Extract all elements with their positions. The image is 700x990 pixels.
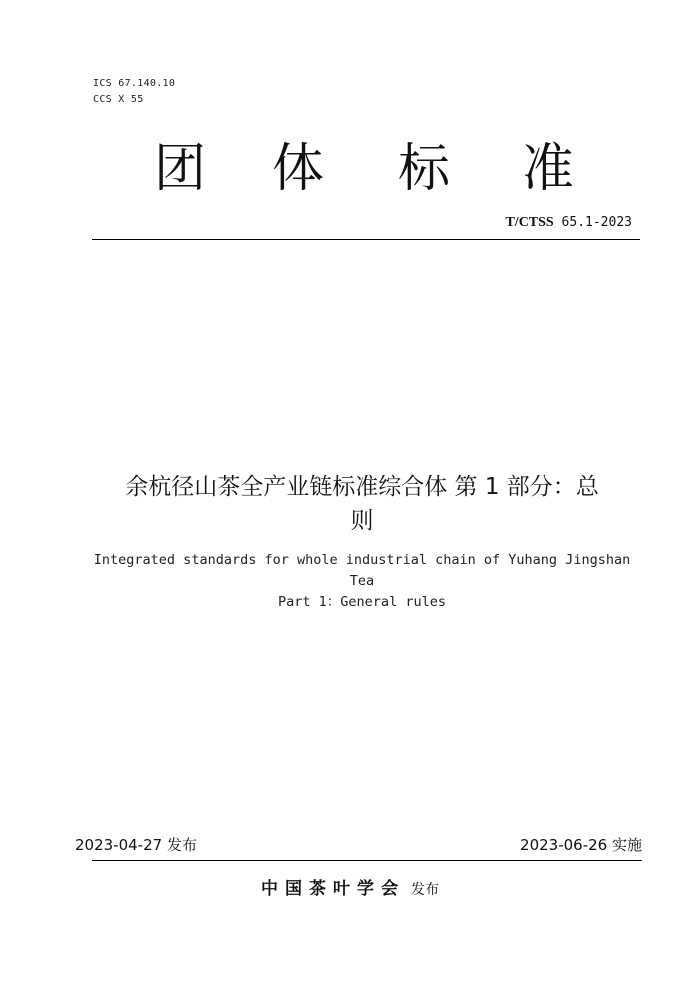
standard-number <box>505 214 632 231</box>
doc-type-char-3: 标 <box>398 139 451 199</box>
ccs-code: CCS X 55 <box>93 94 144 105</box>
ics-code: ICS 67.140.10 <box>93 78 176 89</box>
publisher-line <box>0 874 700 899</box>
english-title-line-1: Integrated standards for whole industrial chain of Yuhang Jingshan <box>93 552 631 568</box>
english-title <box>70 550 654 613</box>
english-title-line-3: Part 1：General rules <box>278 594 446 610</box>
publisher-suffix: 发布 <box>411 882 439 898</box>
publisher-name: 中国茶叶学会 <box>261 879 405 899</box>
implementation-date: 2023-06-26 实施 <box>520 836 642 854</box>
english-title-line-2: Tea <box>349 573 375 589</box>
top-divider <box>92 239 640 240</box>
standard-number-prefix: T/CTSS <box>505 215 554 230</box>
standard-number-code: 65.1-2023 <box>553 215 632 230</box>
doc-type-char-1: 团 <box>154 139 207 199</box>
chinese-title-line-2: 则 <box>350 508 374 534</box>
doc-type-char-4: 准 <box>522 139 575 199</box>
chinese-title <box>70 470 654 538</box>
classification-codes <box>93 76 175 108</box>
doc-type-char-2: 体 <box>272 139 325 199</box>
document-type-heading <box>92 138 640 200</box>
bottom-divider <box>92 860 642 861</box>
chinese-title-line-1: 余杭径山茶全产业链标准综合体 第 1 部分：总 <box>125 474 599 500</box>
release-date: 2023-04-27 发布 <box>75 836 197 854</box>
